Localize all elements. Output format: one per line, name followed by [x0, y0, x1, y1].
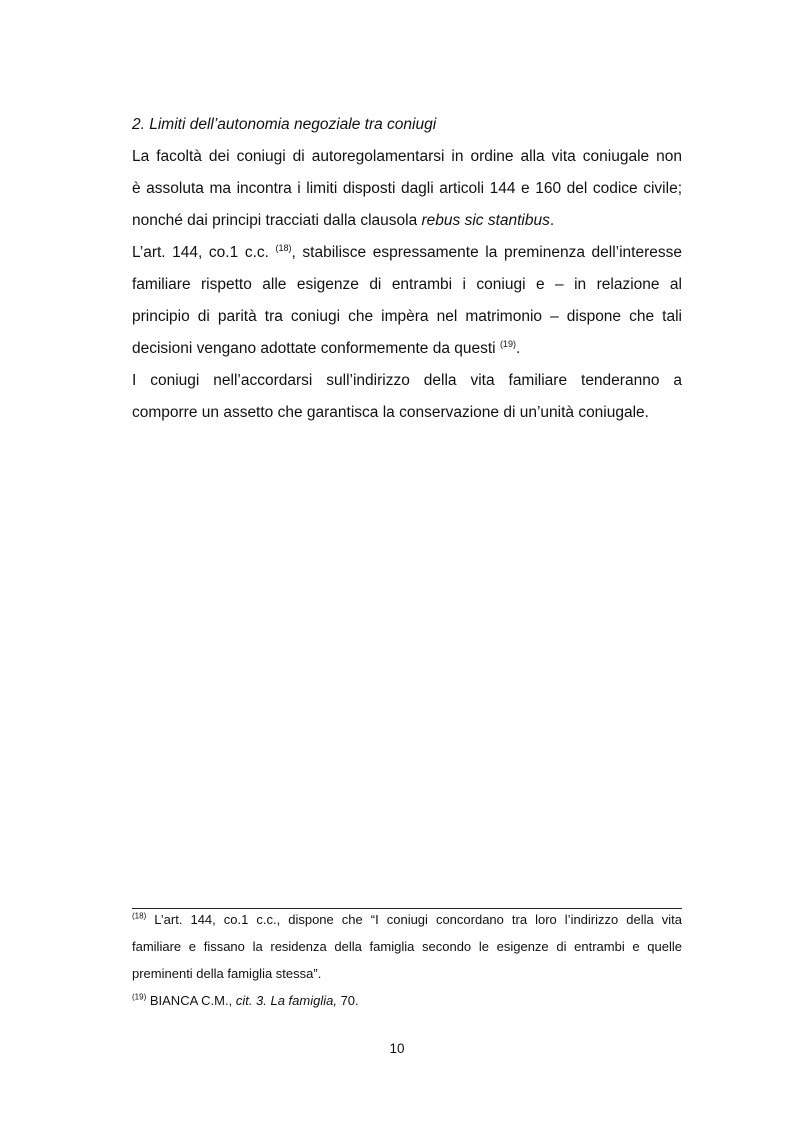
body-line	[132, 146, 682, 168]
body-line	[132, 306, 682, 328]
footnote-reference: (18)	[275, 242, 292, 253]
body-text: principio di parità tra coniugi che impèra nel matrimonio – dispone che tali	[132, 308, 682, 325]
footnote-line	[132, 937, 682, 957]
footnote-text: familiare e fissano la residenza della famiglia secondo le esigenze di entrambi e quelle	[132, 939, 682, 954]
body-line	[132, 274, 682, 296]
body-line	[132, 338, 682, 360]
footnote-separator	[132, 908, 682, 909]
footnote-text: L’art. 144, co.1 c.c., dispone che “I coniugi concordano tra loro l’indirizzo della vita	[146, 912, 682, 927]
body-text: comporre un assetto che garantisca la conservazione di un’unità coniugale.	[132, 404, 649, 421]
body-text: I coniugi nell’accordarsi sull’indirizzo della vita familiare tenderanno a	[132, 372, 682, 389]
body-text: è assoluta ma incontra i limiti disposti dagli articoli 144 e 160 del codice civile;	[132, 180, 682, 197]
footnote-reference: (19)	[499, 338, 516, 349]
footnote-line	[132, 910, 682, 930]
latin-phrase: rebus sic stantibus	[421, 212, 550, 229]
body-text: familiare rispetto alle esigenze di entrambi i coniugi e – in relazione al	[132, 276, 682, 293]
body-text: decisioni vengano adottate conformemente da questi	[132, 340, 500, 357]
body-text: , stabilisce espressamente la preminenza dell’interesse	[291, 244, 682, 261]
body-line	[132, 370, 682, 392]
body-line	[132, 242, 682, 264]
footnote-text: 70.	[336, 993, 359, 1008]
footnote-line	[132, 964, 682, 984]
footnote-text: BIANCA C.M.,	[146, 993, 236, 1008]
footnote-line	[132, 991, 682, 1011]
body-text: La facoltà dei coniugi di autoregolamentarsi in ordine alla vita coniugale non	[132, 148, 682, 165]
citation-title: cit. 3. La famiglia,	[235, 993, 337, 1008]
body-text: L’art. 144, co.1 c.c.	[132, 244, 276, 261]
section-heading: 2. Limiti dell’autonomia negoziale tra coniugi	[132, 116, 437, 133]
body-line	[132, 178, 682, 200]
footnote-number: (19)	[132, 992, 147, 1002]
footnote-number: (18)	[132, 911, 147, 921]
body-text: .	[515, 340, 521, 357]
footnote-text: preminenti della famiglia stessa”.	[132, 966, 322, 981]
page-number: 10	[389, 1041, 405, 1056]
body-text: .	[549, 212, 555, 229]
body-text: nonché dai principi tracciati dalla clausola	[132, 212, 422, 229]
body-line	[132, 210, 682, 232]
body-line	[132, 402, 682, 424]
